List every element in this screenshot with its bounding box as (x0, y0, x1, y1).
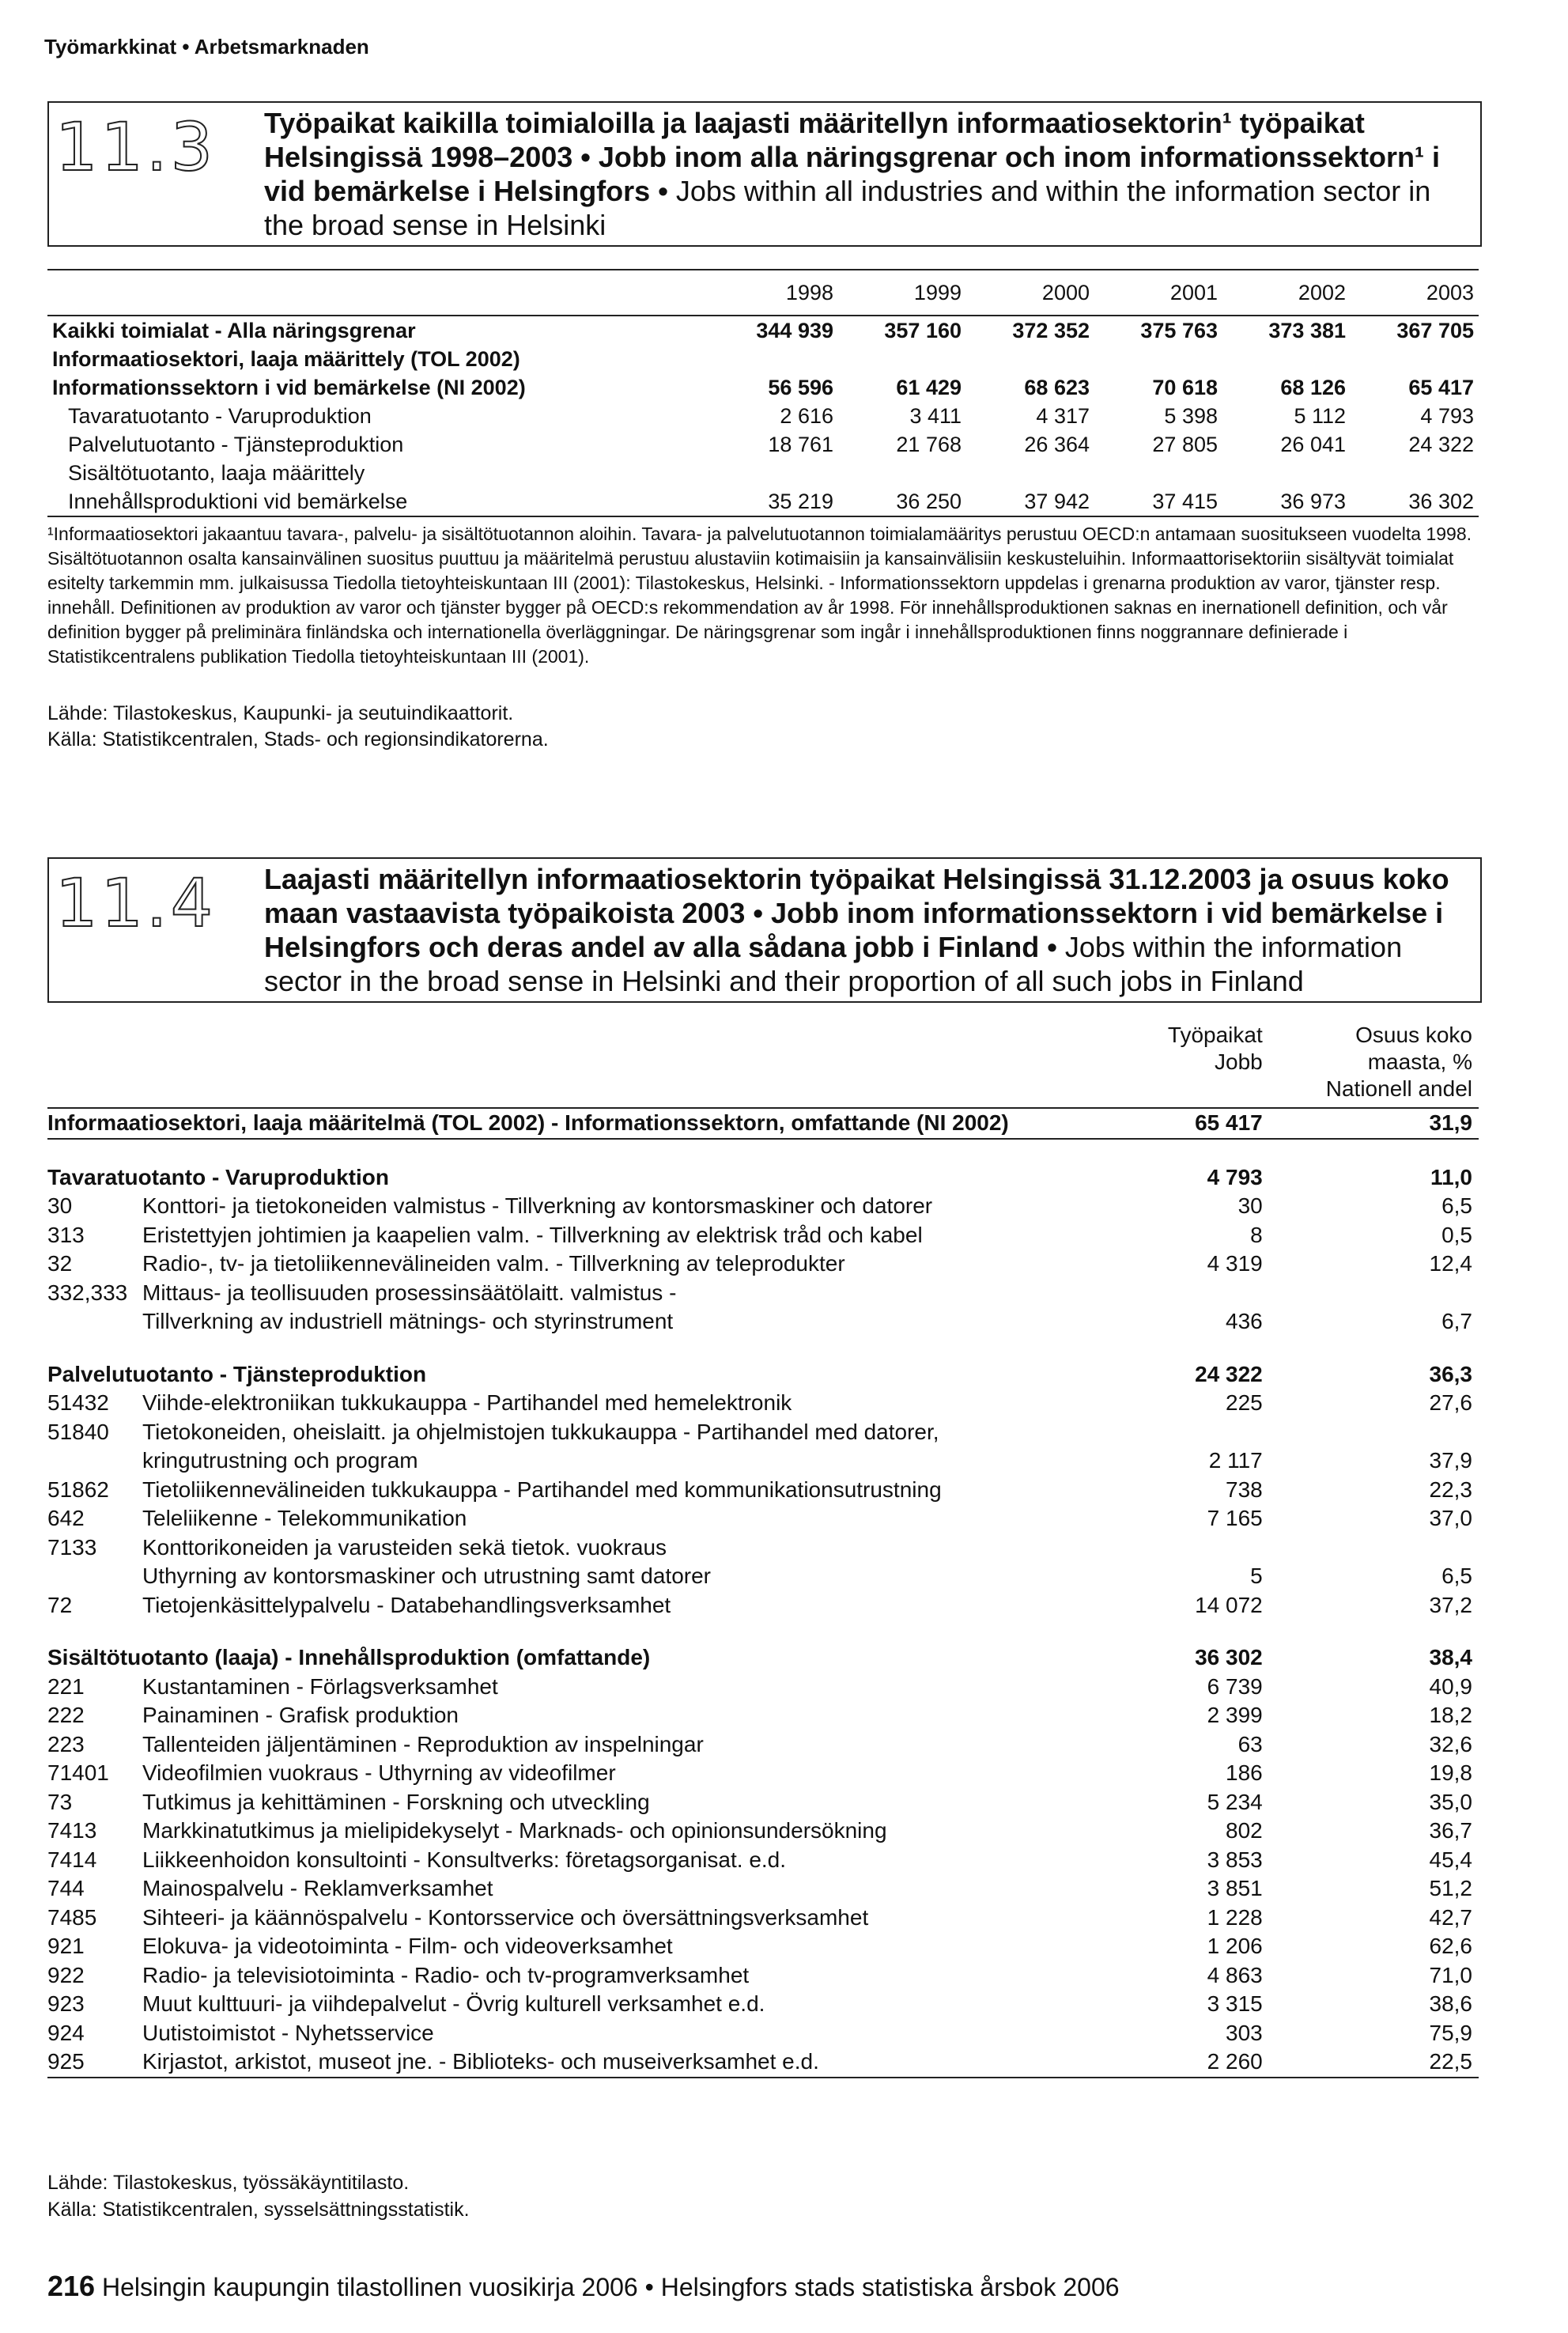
year-header: 2002 (1298, 280, 1346, 304)
cell-value: 70 618 (1152, 375, 1218, 399)
table-row (47, 1846, 1479, 1875)
cell-value (710, 345, 838, 373)
share-value: 6,5 (1441, 1564, 1472, 1589)
industry-label: Radio- ja televisiotoiminta - Radio- och tv-programverksamhet (142, 1962, 750, 1987)
share-value: 22,5 (1429, 2049, 1472, 2074)
cell-value: 24 322 (1408, 432, 1474, 456)
table-row (47, 1221, 1479, 1250)
year-header: 2001 (1169, 280, 1218, 304)
cell-value (1222, 345, 1351, 373)
table-row (47, 1418, 1479, 1447)
share-value: 37,9 (1429, 1448, 1472, 1473)
table-row (47, 1874, 1479, 1904)
cell-value: 65 417 (1408, 375, 1474, 399)
industry-label: Tietojenkäsittelypalvelu - Databehandlingsverksamhet (142, 1592, 671, 1617)
industry-code: 51432 (47, 1390, 109, 1416)
row-label: Kaikki toimialat - Alla näringsgrenar (52, 318, 416, 342)
jobs-value: 2 117 (1208, 1448, 1263, 1473)
table-row (47, 1562, 1479, 1591)
table-row (47, 1389, 1479, 1418)
jobs-value: 225 (1226, 1390, 1263, 1416)
share-value: 51,2 (1429, 1876, 1472, 1901)
industry-code: 744 (47, 1876, 85, 1901)
cell-value: 2 616 (780, 403, 833, 428)
year-header: 1999 (913, 280, 962, 304)
industry-code: 30 (47, 1193, 73, 1219)
industry-code: 332,333 (47, 1280, 128, 1305)
cell-value (1351, 345, 1479, 373)
table-row (47, 1250, 1479, 1279)
section-row (47, 1163, 1479, 1193)
industry-label: Markkinatutkimus ja mielipidekyselyt - Marknads- och opinionsundersökning (142, 1818, 887, 1843)
cell-value: 21 768 (896, 432, 962, 456)
source-fi: Lähde: Tilastokeskus, Kaupunki- ja seutuindikaattorit. (47, 702, 514, 724)
table-row (47, 1730, 1479, 1760)
cell-value (966, 345, 1094, 373)
jobs-value: 4 863 (1207, 1962, 1263, 1987)
industry-label: Teleliikenne - Telekommunikation (142, 1506, 467, 1531)
cell-value: 373 381 (1268, 318, 1346, 342)
industry-label: Mainospalvelu - Reklamverksamhet (142, 1876, 493, 1901)
industry-label: Kirjastot, arkistot, museot jne. - Biblioteks- och museiverksamhet e.d. (142, 2049, 819, 2074)
jobs-value: 738 (1226, 1477, 1263, 1502)
section-row (47, 1643, 1479, 1673)
industry-label: Radio-, tv- ja tietoliikennevälineiden valm. - Tillverkning av teleprodukter (142, 1251, 845, 1276)
industry-label: Tallenteiden jäljentäminen - Reproduktion av inspelningar (142, 1731, 704, 1756)
spacer-row (47, 1337, 1479, 1360)
table-title-en: Jobs within the information sector in the broad sense in Helsinki and their proportion of all such jobs in Finland (264, 931, 1403, 997)
table-row (47, 1759, 1479, 1788)
share-value: 45,4 (1429, 1847, 1472, 1872)
table-row (47, 1817, 1479, 1846)
cell-value: 36 250 (896, 489, 962, 513)
table-11-4-title-block (47, 857, 1482, 1003)
industry-label: Mittaus- ja teollisuuden prosessinsäätölaitt. valmistus - (142, 1280, 677, 1305)
section-label: Palvelutuotanto - Tjänsteproduktion (47, 1361, 427, 1386)
cell-value: 367 705 (1396, 318, 1474, 342)
industry-label: Muut kulttuuri- ja viihdepalvelut - Övrig kulturell verksamhet e.d. (142, 1991, 765, 2017)
table-number: 11.4 (55, 864, 217, 942)
share-value: 31,9 (1429, 1110, 1472, 1136)
industry-code: 7414 (47, 1847, 97, 1872)
cell-value (838, 459, 966, 487)
cell-value: 68 126 (1280, 375, 1346, 399)
industry-code: 313 (47, 1222, 85, 1247)
industry-label: Tietokoneiden, oheislaitt. ja ohjelmistojen tukkukauppa - Partihandel med datorer, (142, 1419, 939, 1444)
industry-code: 7485 (47, 1904, 97, 1930)
share-value: 36,3 (1429, 1361, 1472, 1386)
table-title-en: Jobs within all industries and within the information sector in the broad sense in Helsinki (264, 175, 1431, 241)
cell-value (1094, 459, 1222, 487)
industry-code: 7413 (47, 1818, 97, 1843)
share-value: 36,7 (1429, 1818, 1472, 1843)
table-title (264, 862, 1466, 998)
industry-code: 32 (47, 1251, 73, 1276)
industry-label: Uutistoimistot - Nyhetsservice (142, 2020, 434, 2045)
share-value: 37,0 (1429, 1506, 1472, 1531)
row-label: Informaatiosektori, laaja määrittely (TOL 2002) (52, 346, 520, 371)
page-number: 216 (47, 2270, 96, 2302)
share-value (1326, 1533, 1479, 1563)
share-value: 19,8 (1429, 1760, 1472, 1786)
industry-code (47, 1446, 142, 1476)
share-value: 75,9 (1429, 2020, 1472, 2045)
table-title-bold: Laajasti määritellyn informaatiosektorin työpaikat Helsingissä 31.12.2003 ja osuus koko maan vastaavista työpaikoista 2003 • Jobb inom informationssektorn i vid bemärkelse i Helsingfors och deras andel av alla sådana jobb i Finland • (264, 863, 1449, 963)
year-header: 2003 (1426, 280, 1474, 304)
share-value: 18,2 (1429, 1703, 1472, 1728)
industry-code (47, 1562, 142, 1591)
table-row (47, 1904, 1479, 1933)
cell-value (838, 345, 966, 373)
share-value: 62,6 (1429, 1934, 1472, 1959)
year-header: 1998 (785, 280, 833, 304)
jobs-value: 3 851 (1207, 1876, 1263, 1901)
section-row (47, 1108, 1479, 1139)
share-value: 22,3 (1429, 1477, 1472, 1502)
industry-code: 924 (47, 2020, 85, 2045)
industry-label: Videofilmien vuokraus - Uthyrning av videofilmer (142, 1760, 616, 1786)
source-sv: Källa: Statistikcentralen, sysselsättningsstatistik. (47, 2199, 470, 2221)
col-share-header: Osuus koko maasta, % Nationell andel (1325, 1023, 1472, 1101)
table-row (47, 1673, 1479, 1702)
row-label: Palvelutuotanto - Tjänsteproduktion (68, 432, 404, 456)
jobs-value: 1 206 (1207, 1934, 1263, 1959)
cell-value: 357 160 (884, 318, 962, 342)
industry-code: 642 (47, 1506, 85, 1531)
table-row (47, 1476, 1479, 1505)
jobs-value: 186 (1226, 1760, 1263, 1786)
table-number: 11.3 (55, 108, 217, 186)
jobs-value: 65 417 (1195, 1110, 1263, 1136)
share-value: 37,2 (1429, 1592, 1472, 1617)
share-value: 42,7 (1429, 1904, 1472, 1930)
jobs-value: 1 228 (1207, 1904, 1263, 1930)
page-header: Työmarkkinat • Arbetsmarknaden (44, 35, 369, 59)
industry-label: Tietoliikennevälineiden tukkukauppa - Partihandel med kommunikationsutrustning (142, 1477, 942, 1502)
jobs-value: 8 (1250, 1222, 1263, 1247)
cell-value: 37 942 (1024, 489, 1090, 513)
industry-label: Elokuva- ja videotoiminta - Film- och videoverksamhet (142, 1934, 673, 1959)
source-sv: Källa: Statistikcentralen, Stads- och regionsindikatorerna. (47, 728, 549, 751)
table-title-bold: Työpaikat kaikilla toimialoilla ja laajasti määritellyn informaatiosektorin¹ työpaikat Helsingissä 1998–2003 • Jobb inom alla näringsgrenar och inom informationssektorn¹ i vid bemärkelse i Helsingfors • (264, 107, 1441, 207)
jobs-value: 3 853 (1207, 1847, 1263, 1872)
table-row (47, 487, 1479, 516)
jobs-value: 2 399 (1207, 1703, 1263, 1728)
table-row (47, 1192, 1479, 1221)
cell-value: 35 219 (768, 489, 833, 513)
jobs-value: 30 (1237, 1193, 1263, 1219)
cell-value: 5 112 (1294, 403, 1346, 428)
cell-value: 5 398 (1164, 403, 1218, 428)
cell-value: 372 352 (1012, 318, 1090, 342)
industry-label: Uthyrning av kontorsmaskiner och utrustning samt datorer (142, 1564, 711, 1589)
table-row (47, 459, 1479, 487)
cell-value: 68 623 (1024, 375, 1090, 399)
industry-label: Tillverkning av industriell mätnings- och styrinstrument (142, 1309, 674, 1334)
table-row (47, 345, 1479, 373)
share-value: 6,5 (1441, 1193, 1472, 1219)
table-row (47, 2048, 1479, 2078)
industry-label: Painaminen - Grafisk produktion (142, 1703, 459, 1728)
table-row (47, 316, 1479, 345)
cell-value: 36 973 (1280, 489, 1346, 513)
jobs-value (1113, 1533, 1326, 1563)
table-row (47, 430, 1479, 459)
share-value: 40,9 (1429, 1673, 1472, 1699)
cell-value: 26 364 (1024, 432, 1090, 456)
industry-code: 73 (47, 1789, 73, 1814)
table-row (47, 1788, 1479, 1817)
industry-code: 51840 (47, 1419, 109, 1444)
row-label: Tavaratuotanto - Varuproduktion (68, 403, 372, 428)
spacer-row (47, 1620, 1479, 1643)
industry-code: 925 (47, 2049, 85, 2074)
spacer-row (47, 1139, 1479, 1163)
share-value (1326, 1418, 1479, 1447)
cell-value: 18 761 (768, 432, 833, 456)
industry-code: 223 (47, 1731, 85, 1756)
cell-value (966, 459, 1094, 487)
table-11-4 (47, 1022, 1479, 2078)
jobs-value: 303 (1226, 2020, 1263, 2045)
cell-value: 344 939 (756, 318, 833, 342)
share-value (1326, 1279, 1479, 1308)
table-11-3-title-block (47, 101, 1482, 247)
row-label: Informationssektorn i vid bemärkelse (NI 2002) (52, 375, 526, 399)
table-row (47, 2019, 1479, 2048)
jobs-value: 14 072 (1195, 1592, 1263, 1617)
industry-label: Kustantaminen - Förlagsverksamhet (142, 1673, 498, 1699)
share-value: 11,0 (1430, 1164, 1472, 1189)
jobs-value: 63 (1237, 1731, 1263, 1756)
industry-code: 71401 (47, 1760, 109, 1786)
row-label: Sisältötuotanto, laaja määrittely (68, 460, 365, 485)
jobs-value (1113, 1279, 1326, 1308)
table-row (47, 1504, 1479, 1533)
jobs-value: 802 (1226, 1818, 1263, 1843)
industry-label: Liikkeenhoidon konsultointi - Konsultverks: företagsorganisat. e.d. (142, 1847, 787, 1872)
table-row (47, 373, 1479, 402)
table-row (47, 1533, 1479, 1563)
table-row (47, 1701, 1479, 1730)
page-footer (47, 2270, 1120, 2303)
cell-value (710, 459, 838, 487)
jobs-value: 36 302 (1195, 1645, 1263, 1670)
footnote-text: ¹Informaatiosektori jakaantuu tavara-, palvelu- ja sisältötuotannon aloihin. Tavara- ja palvelutuotannon toimialamääritys perustuu OECD:n antamaan suositukseen vuodelta 1998. Sisältötuotannon osalta kansainvälinen suositus puuttuu ja määritelmä perustuu alustaviin kotimaisiin ja kansainvälisiin keskusteluihin. Informaattorisektoriin sisältyvät toimialat esitelty tarkemmin mm. julkaisussa Tiedolla tietoyhteiskuntaan III (2001): Tilastokeskus, Helsinki. - Informationssektorn uppdelas i grenarna produktion av varor, tjänster resp. innehåll. Definitionen av produktion av varor och tjänster bygger på OECD:s rekommendation av år 1998. För innehållsproduktionen saknas en inernationell definition, och vår definition bygger på preliminära finländska och internationella överläggningar. De näringsgrenar som ingår i innehållsproduktionen finns noggrannare definierade i Statistikcentralens publikation Tiedolla tietoyhteiskuntaan III (2001). (47, 524, 1472, 667)
table-row (47, 402, 1479, 430)
table-row (47, 1446, 1479, 1476)
section-label: Tavaratuotanto - Varuproduktion (47, 1164, 389, 1189)
industry-code: 72 (47, 1592, 73, 1617)
table-row (47, 1932, 1479, 1961)
cell-value: 36 302 (1408, 489, 1474, 513)
cell-value: 3 411 (909, 403, 962, 428)
cell-value: 26 041 (1280, 432, 1346, 456)
industry-code: 7133 (47, 1534, 97, 1560)
industry-label: Konttorikoneiden ja varusteiden sekä tietok. vuokraus (142, 1534, 667, 1560)
industry-code: 51862 (47, 1477, 109, 1502)
jobs-value: 2 260 (1207, 2049, 1263, 2074)
share-value: 71,0 (1429, 1962, 1472, 1987)
table-title (264, 106, 1474, 242)
industry-code: 922 (47, 1962, 85, 1987)
jobs-value (1113, 1418, 1326, 1447)
industry-label: Tutkimus ja kehittäminen - Forskning och utveckling (142, 1789, 650, 1814)
industry-code: 221 (47, 1673, 85, 1699)
share-value: 38,6 (1429, 1991, 1472, 2017)
footer-text: Helsingin kaupungin tilastollinen vuosikirja 2006 • Helsingfors stads statistiska årsbok 2006 (95, 2273, 1120, 2301)
industry-code: 923 (47, 1991, 85, 2017)
table-11-3 (47, 269, 1479, 517)
share-value: 32,6 (1429, 1731, 1472, 1756)
cell-value (1222, 459, 1351, 487)
share-value: 6,7 (1441, 1309, 1472, 1334)
cell-value: 4 793 (1420, 403, 1474, 428)
section-label: Sisältötuotanto (laaja) - Innehållsproduktion (omfattande) (47, 1645, 651, 1670)
table-row (47, 1591, 1479, 1620)
table-row (47, 1279, 1479, 1308)
cell-value (1094, 345, 1222, 373)
footnote (47, 522, 1479, 753)
column-header-row (47, 1022, 1479, 1108)
jobs-value: 7 165 (1207, 1506, 1263, 1531)
table-row (47, 1961, 1479, 1991)
jobs-value: 6 739 (1207, 1673, 1263, 1699)
jobs-value: 4 319 (1207, 1251, 1263, 1276)
jobs-value: 436 (1226, 1309, 1263, 1334)
cell-value: 37 415 (1152, 489, 1218, 513)
share-value: 38,4 (1429, 1645, 1472, 1670)
jobs-value: 5 234 (1207, 1789, 1263, 1814)
industry-code (47, 1307, 142, 1337)
cell-value: 61 429 (896, 375, 962, 399)
jobs-value: 24 322 (1195, 1361, 1263, 1386)
industry-label: Sihteeri- ja käännöspalvelu - Kontorsservice och översättningsverksamhet (142, 1904, 869, 1930)
table-row (47, 1990, 1479, 2019)
industry-code: 921 (47, 1934, 85, 1959)
source-fi: Lähde: Tilastokeskus, työssäkäyntitilasto. (47, 2172, 410, 2194)
industry-label: Viihde-elektroniikan tukkukauppa - Partihandel med hemelektronik (142, 1390, 792, 1416)
cell-value (1351, 459, 1479, 487)
share-value: 27,6 (1429, 1390, 1472, 1416)
cell-value: 375 763 (1140, 318, 1218, 342)
section-row (47, 1360, 1479, 1390)
industry-label: Konttori- ja tietokoneiden valmistus - Tillverkning av kontorsmaskiner och datorer (142, 1193, 933, 1219)
cell-value: 56 596 (768, 375, 833, 399)
table-row (47, 1307, 1479, 1337)
col-jobs-header: Työpaikat Jobb (1167, 1023, 1263, 1074)
industry-label: kringutrustning och program (142, 1448, 418, 1473)
year-header-row (47, 270, 1479, 316)
share-value: 0,5 (1441, 1222, 1472, 1247)
cell-value: 4 317 (1036, 403, 1090, 428)
industry-code: 222 (47, 1703, 85, 1728)
cell-value: 27 805 (1152, 432, 1218, 456)
jobs-value: 5 (1250, 1564, 1263, 1589)
row-label: Innehållsproduktioni vid bemärkelse (68, 489, 408, 513)
share-value: 12,4 (1429, 1251, 1472, 1276)
section-label: Informaatiosektori, laaja määritelmä (TOL 2002) - Informationssektorn, omfattande (NI 2002) (47, 1110, 1009, 1136)
share-value: 35,0 (1429, 1789, 1472, 1814)
jobs-value: 3 315 (1207, 1991, 1263, 2017)
year-header: 2000 (1041, 280, 1090, 304)
jobs-value: 4 793 (1207, 1164, 1263, 1189)
industry-label: Eristettyjen johtimien ja kaapelien valm. - Tillverkning av elektrisk tråd och kabel (142, 1222, 923, 1247)
